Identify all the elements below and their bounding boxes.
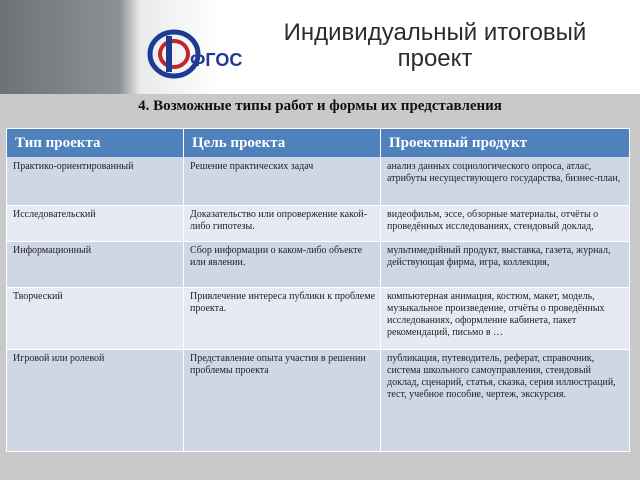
cell-goal-1: Решение практических задач	[184, 157, 380, 205]
header-type: Тип проекта	[7, 129, 183, 157]
column-divider	[183, 129, 184, 451]
cell-goal-3: Сбор информации о каком-либо объекте или явлении.	[184, 241, 380, 287]
column-goal	[184, 129, 380, 451]
cell-goal-2: Доказательство или опровержение какой-либо гипотезы.	[184, 205, 380, 241]
section-title: 4. Возможные типы работ и формы их представления	[138, 98, 502, 114]
header-title-line2: проект	[397, 45, 473, 72]
footer-band	[0, 452, 640, 480]
header-banner	[0, 0, 640, 94]
header-product: Проектный продукт	[381, 129, 629, 157]
cell-goal-5: Представление опыта участия в решении проблемы проекта	[184, 349, 380, 451]
column-type	[7, 129, 183, 451]
header-goal: Цель проекта	[184, 129, 380, 157]
fgos-logo-icon	[146, 28, 242, 80]
cell-product-1: анализ данных социологического опроса, атлас, атрибуты несуществующего государства, бизнес-план,	[381, 157, 629, 205]
row-divider	[7, 205, 629, 206]
logo-text: ФГОС	[190, 50, 242, 70]
project-types-table	[6, 128, 630, 452]
cell-type-5: Игровой или ролевой	[7, 349, 183, 451]
row-divider	[7, 241, 629, 242]
cell-product-3: мультимедийный продукт, выставка, газета, журнал, действующая фирма, игра, коллекция,	[381, 241, 629, 287]
header-title	[250, 20, 620, 72]
header-title-line1: Индивидуальный итоговый	[283, 19, 587, 46]
row-divider	[7, 287, 629, 288]
column-divider	[380, 129, 381, 451]
cell-goal-4: Привлечение интереса публики к проблеме проекта.	[184, 287, 380, 349]
cell-type-3: Информационный	[7, 241, 183, 287]
cell-product-4: компьютерная анимация, костюм, макет, модель, музыкальное произведение, отчёты о проведённых исследованиях, оформление кабинета, пакет рекомендаций, письмо в …	[381, 287, 629, 349]
cell-type-4: Творческий	[7, 287, 183, 349]
column-product	[381, 129, 629, 451]
cell-type-2: Исследовательский	[7, 205, 183, 241]
cell-product-5: публикация, путеводитель, реферат, справочник, система школьного самоуправления, стендовый доклад, сценарий, статья, сказка, серия иллюстраций, тест, учебное пособие, чертеж, экскурсия.	[381, 349, 629, 451]
cell-product-2: видеофильм, эссе, обзорные материалы, отчёты о проведённых исследованиях, стендовый доклад,	[381, 205, 629, 241]
cell-type-1: Практико-ориентированный	[7, 157, 183, 205]
row-divider	[7, 349, 629, 350]
